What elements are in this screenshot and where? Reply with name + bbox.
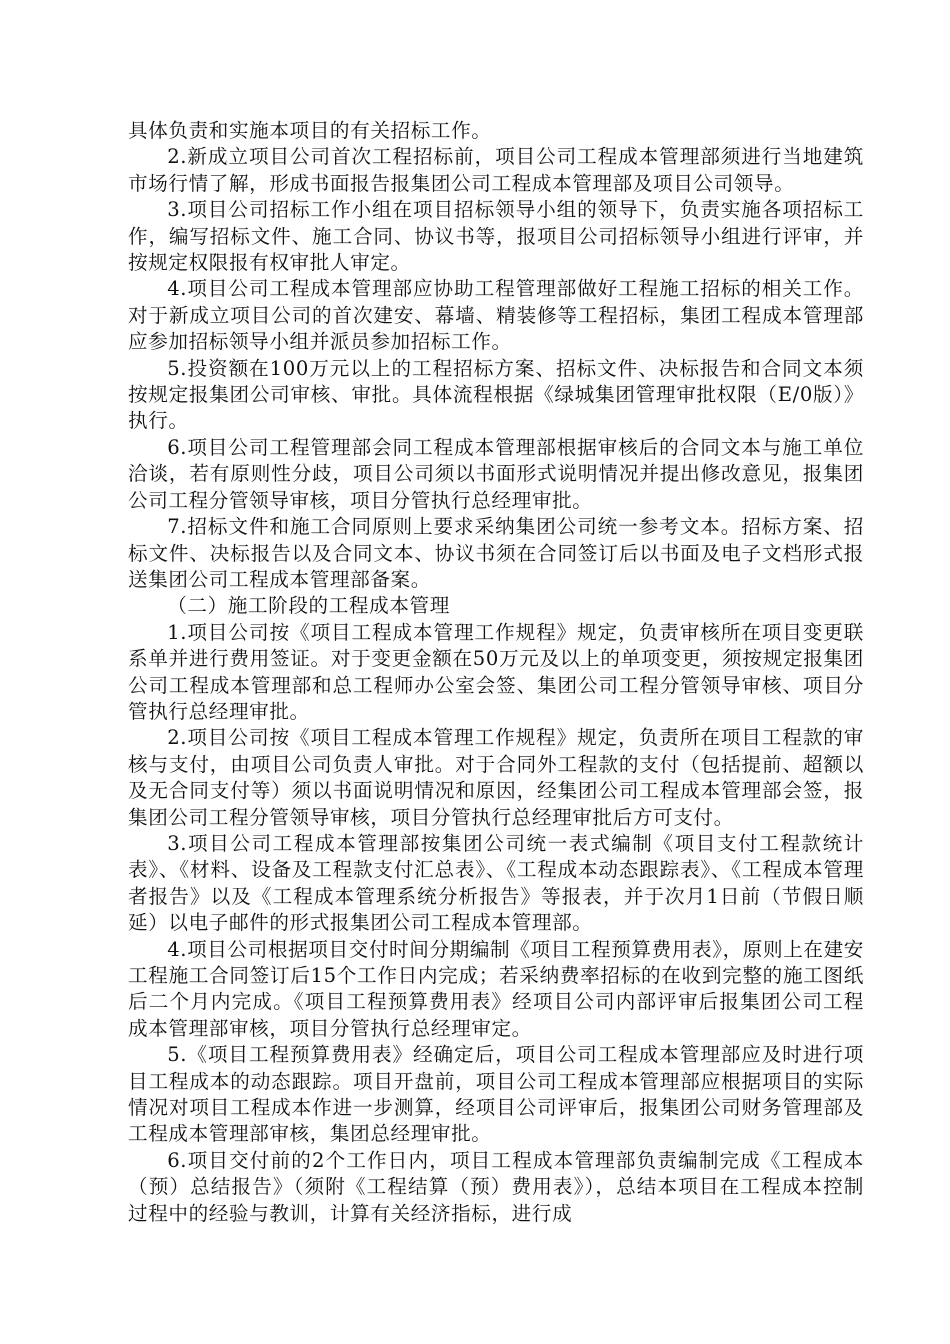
section-heading: （二）施工阶段的工程成本管理 [167, 594, 450, 618]
paragraph-item-7: 7.招标文件和施工合同原则上要求采纳集团公司统一参考文本。招标方案、招标文件、决标报告以及合同文本、协议书须在合同签订后以书面及电子文档形式报送集团公司工程成本管理部备案。 [128, 515, 864, 591]
paragraph-item-4: 4.项目公司工程成本管理部应协助工程管理部做好工程施工招标的相关工作。对于新成立项目公司的首次建安、幕墙、精装修等工程招标，集团工程成本管理部应参加招标领导小组并派员参加招标工作。 [128, 277, 864, 354]
paragraph-construction-2: 2.项目公司按《项目工程成本管理工作规程》规定，负责所在项目工程款的审核与支付，由项目公司负责人审批。对于合同外工程款的支付（包括提前、超额以及无合同支付等）须以书面说明情况和原因，经集团公司工程成本管理部会签，报集团公司工程分管领导审核，项目分管执行总经理审批后方可支付。 [128, 726, 864, 829]
paragraph-continuation: 具体负责和实施本项目的有关招标工作。 [128, 119, 492, 142]
paragraph-construction-5: 5.《项目工程预算费用表》经确定后，项目公司工程成本管理部应及时进行项目工程成本的动态跟踪。项目开盘前，项目公司工程成本管理部应根据项目的实际情况对项目工程成本作进一步测算，经项目公司评审后，报集团公司财务管理部及工程成本管理部审核，集团总经理审批。 [128, 1043, 864, 1146]
paragraph-construction-1: 1.项目公司按《项目工程成本管理工作规程》规定，负责审核所在项目变更联系单并进行费用签证。对于变更金额在50万元及以上的单项变更，须按规定报集团公司工程成本管理部和总工程师办公室会签、集团公司工程分管领导审核、项目分管执行总经理审批。 [128, 620, 864, 723]
paragraph-item-6: 6.项目公司工程管理部会同工程成本管理部根据审核后的合同文本与施工单位洽谈，若有原则性分歧，项目公司须以书面形式说明情况并提出修改意见，报集团公司工程分管领导审核，项目分管执行总经理审批。 [128, 435, 864, 512]
document-page [128, 118, 864, 1227]
paragraph-construction-6: 6.项目交付前的2个工作日内，项目工程成本管理部负责编制完成《工程成本（预）总结报告》（须附《工程结算（预）费用表》），总结本项目在工程成本控制过程中的经验与教训，计算有关经济指标，进行成 [128, 1148, 864, 1225]
paragraph-item-3: 3.项目公司招标工作小组在项目招标领导小组的领导下，负责实施各项招标工作，编写招标文件、施工合同、协议书等，报项目公司招标领导小组进行评审，并按规定权限报有权审批人审定。 [128, 198, 864, 275]
paragraph-item-5: 5.投资额在100万元以上的工程招标方案、招标文件、决标报告和合同文本须按规定报集团公司审核、审批。具体流程根据《绿城集团管理审批权限（E/0版）》执行。 [128, 356, 864, 433]
paragraph-construction-3: 3.项目公司工程成本管理部按集团公司统一表式编制《项目支付工程款统计表》、《材料、设备及工程款支付汇总表》、《工程成本动态跟踪表》、《工程成本管理者报告》以及《工程成本管理系统分析报告》等报表，并于次月1日前（节假日顺延）以电子邮件的形式报集团公司工程成本管理部。 [128, 831, 864, 935]
paragraph-item-2: 2.新成立项目公司首次工程招标前，项目公司工程成本管理部须进行当地建筑市场行情了解，形成书面报告报集团公司工程成本管理部及项目公司领导。 [128, 145, 864, 195]
paragraph-construction-4: 4.项目公司根据项目交付时间分期编制《项目工程预算费用表》，原则上在建安工程施工合同签订后15个工作日内完成；若采纳费率招标的在收到完整的施工图纸后二个月内完成。《项目工程预算费用表》经项目公司内部评审后报集团公司工程成本管理部审核，项目分管执行总经理审定。 [128, 937, 864, 1040]
